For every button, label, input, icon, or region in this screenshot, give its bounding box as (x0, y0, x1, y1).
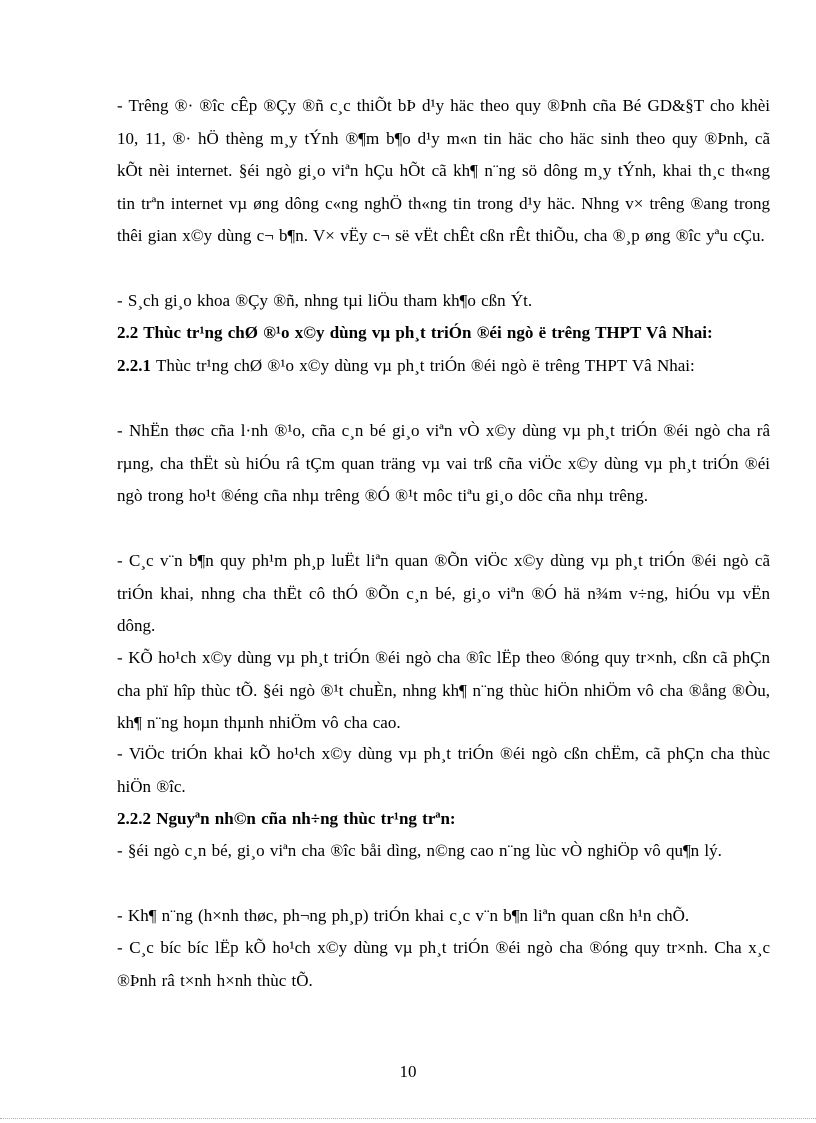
para-cause-1: - §éi ngò c¸n bé, gi¸o viªn cha ®îc båi dìng, n©ng cao n¨ng lùc vÒ nghiÖp vô qu¶n lý. (117, 841, 722, 860)
para-textbooks: - S¸ch gi¸o khoa ®Çy ®ñ, nhng tµi liÖu tham kh¶o cßn Ýt. (117, 291, 533, 310)
para-awareness: - NhËn thøc cña l·nh ®¹o, cña c¸n bé gi¸o viªn vÒ x©y dùng vµ ph¸t triÓn ®éi ngò cha râ rµng, cha thËt sù hiÓu râ tÇm quan träng vµ vai trß cña viÖc x©y dùng vµ ph¸t triÓn ®éi ngò trong ho¹t ®éng cña nhµ trêng ®Ó ®¹t môc tiªu gi¸o dôc cña nhµ trêng. (117, 421, 770, 505)
page-number: 10 (399, 1062, 417, 1081)
heading-2-2: 2.2 Thùc tr¹ng chØ ®¹o x©y dùng vµ ph¸t triÓn ®éi ngò ë trêng THPT Vâ Nhai: (117, 323, 713, 342)
para-cause-2: - Kh¶ n¨ng (h×nh thøc, ph¬ng ph¸p) triÓn khai c¸c v¨n b¶n liªn quan cßn h¹n chÕ. (117, 906, 690, 925)
heading-2-2-2: 2.2.2 Nguyªn nh©n cña nh÷ng thùc tr¹ng trªn: (117, 809, 456, 828)
para-legal: - C¸c v¨n b¶n quy ph¹m ph¸p luËt liªn quan ®Õn viÖc x©y dùng vµ ph¸t triÓn ®éi ngò cã triÓn khai, nhng cha thËt cô thÓ ®Õn c¸n bé, gi¸o viªn ®Ó hä n¾m v÷ng, hiÓu vµ vËn dông. (117, 551, 770, 635)
para-equipment: - Trêng ®· ®îc cÊp ®Çy ®ñ c¸c thiÕt bÞ d¹y häc theo quy ®Þnh cña Bé GD&§T cho khèi 10, 11, ®· hÖ thèng m¸y tÝnh ®¶m b¶o d¹y m«n tin häc cho häc sinh theo quy ®Þnh, cã kÕt nèi internet. §éi ngò gi¸o viªn hÇu hÕt cã kh¶ n¨ng sö dông m¸y tÝnh, khai th¸c th«ng tin trªn internet vµ øng dông c«ng nghÖ th«ng tin trong d¹y häc. Nhng v× trêng ®ang trong thêi gian x©y dùng c¬ b¶n. V× vËy c¬ së vËt chÊt cßn rÊt thiÕu, cha ®¸p øng ®îc yªu cÇu. (117, 96, 770, 245)
para-cause-3: - C¸c bíc bíc lËp kÕ ho¹ch x©y dùng vµ ph¸t triÓn ®éi ngò cha ®óng quy tr×nh. Cha x¸c ®Þnh râ t×nh h×nh thùc tÕ. (117, 938, 770, 990)
footer-divider (0, 1118, 816, 1119)
heading-2-2-1 (117, 350, 770, 383)
heading-2-2-1-number: 2.2.1 (117, 356, 151, 375)
para-plan: - KÕ ho¹ch x©y dùng vµ ph¸t triÓn ®éi ngò cha ®îc lËp theo ®óng quy tr×nh, cßn cã phÇn cha phï hîp thùc tÕ. §éi ngò ®¹t chuÈn, nhng kh¶ n¨ng thùc hiÖn nhiÖm vô cha ®ång ®Òu, kh¶ n¨ng hoµn thµnh nhiÖm vô cha cao. (117, 648, 770, 732)
para-implementation: - ViÖc triÓn khai kÕ ho¹ch x©y dùng vµ ph¸t triÓn ®éi ngò cßn chËm, cã phÇn cha thùc hiÖn ®îc. (117, 744, 770, 796)
heading-2-2-1-text: Thùc tr¹ng chØ ®¹o x©y dùng vµ ph¸t triÓn ®éi ngò ë trêng THPT Vâ Nhai: (151, 356, 695, 375)
